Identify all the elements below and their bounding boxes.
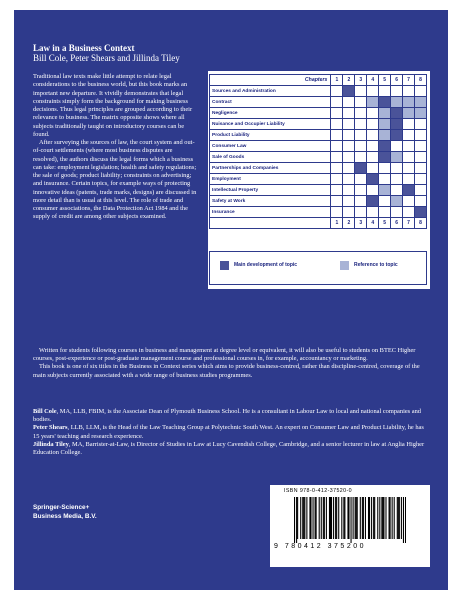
barcode-bar <box>390 497 391 539</box>
bio-tiley <box>33 441 428 457</box>
matrix-topic: Nuisance and Occupier Liability <box>210 119 331 130</box>
barcode-bar <box>330 497 331 539</box>
matrix-cell <box>367 207 379 218</box>
book-authors: Bill Cole, Peter Shears and Jillinda Tiley <box>33 53 180 63</box>
chapter-number: 4 <box>367 218 379 229</box>
matrix-cell <box>403 207 415 218</box>
description-paragraph: Traditional law texts make little attempt to relate legal considerations to the business world, but this book marks an important new departure. It vividly demonstrates that legal constraints simply form the background for making business decisions. Thus legal principles are grouped according to their relevance to business. The matrix opposite shows where all subjects traditionally taught on introductory courses can be found. <box>33 73 193 138</box>
matrix-cell <box>403 130 415 141</box>
barcode-bar <box>379 497 380 539</box>
barcode-bar <box>306 497 307 539</box>
matrix-cell-main <box>367 174 379 185</box>
matrix-cell <box>391 207 403 218</box>
barcode-bar <box>362 497 363 539</box>
bio-name: Peter Shears <box>33 424 68 432</box>
legend-ref-swatch <box>340 261 349 270</box>
barcode-bar <box>319 497 320 539</box>
matrix-row <box>210 196 427 207</box>
matrix-cell <box>355 141 367 152</box>
barcode-bar <box>294 497 295 543</box>
chapter-number: 7 <box>403 75 415 86</box>
matrix-cell-main <box>367 196 379 207</box>
matrix-cell <box>367 108 379 119</box>
barcode-bar <box>357 497 358 539</box>
matrix-cell-main <box>391 108 403 119</box>
audience-paragraph: Written for students following courses in business and management at degree level or equivalent, it will also be useful to students on BTEC Higher courses, post-experience or post-graduate management course and professional courses in, for example, accountancy or marketing. <box>33 347 416 363</box>
barcode-bar <box>344 497 345 539</box>
barcode-bar <box>360 497 361 539</box>
barcode-bar <box>297 497 298 539</box>
barcode-bar <box>365 497 366 539</box>
matrix-cell <box>414 185 426 196</box>
matrix-cell <box>331 119 343 130</box>
barcode-panel <box>270 485 430 567</box>
barcode-bar <box>315 497 316 539</box>
barcode-bar <box>309 497 310 539</box>
matrix-cell <box>403 141 415 152</box>
chapter-number: 1 <box>331 218 343 229</box>
matrix-cell <box>331 174 343 185</box>
matrix-topic: Insurance <box>210 207 331 218</box>
matrix-cell <box>403 152 415 163</box>
topic-matrix <box>208 71 430 289</box>
matrix-cell <box>343 108 355 119</box>
barcode-bar <box>368 497 369 539</box>
barcode-bar <box>347 497 348 539</box>
author-bios <box>33 408 428 457</box>
barcode-bar <box>385 497 386 539</box>
matrix-cell-ref <box>379 108 391 119</box>
matrix-cell-ref <box>403 108 415 119</box>
barcode-bar <box>403 497 404 543</box>
matrix-row <box>210 185 427 196</box>
barcode-bar <box>335 497 336 539</box>
barcode-bar <box>329 497 330 539</box>
barcode-bar <box>405 497 406 543</box>
publisher-line: Springer-Science+ <box>33 504 90 511</box>
matrix-cell-ref <box>403 97 415 108</box>
barcode-digits: 9 780412 375200 <box>274 543 366 550</box>
matrix-table <box>209 74 427 229</box>
matrix-cell <box>343 163 355 174</box>
matrix-cell <box>355 86 367 97</box>
chapter-number: 1 <box>331 75 343 86</box>
chapter-number: 3 <box>355 218 367 229</box>
matrix-cell <box>414 86 426 97</box>
bio-name: Jillinda Tiley <box>33 440 69 448</box>
bio-text: , LLB, LLM, is the Head of the Law Teaching Group at Polytechnic South West. An expert on Consumer Law and Product Liability, he has 15 years' teaching and research experience. <box>33 424 424 440</box>
matrix-cell-main <box>379 97 391 108</box>
barcode-bar <box>397 497 398 539</box>
barcode-bar <box>341 497 342 539</box>
matrix-cell <box>331 141 343 152</box>
matrix-cell-main <box>379 141 391 152</box>
matrix-header-label: Chapters <box>210 75 331 86</box>
matrix-cell <box>355 196 367 207</box>
publisher-imprint <box>33 503 97 521</box>
matrix-topic: Safety at Work <box>210 196 331 207</box>
matrix-topic: Sale of Goods <box>210 152 331 163</box>
matrix-cell <box>391 86 403 97</box>
matrix-cell <box>331 207 343 218</box>
matrix-cell-ref <box>391 196 403 207</box>
legend-main-label: Main development of topic <box>234 262 298 268</box>
matrix-cell <box>343 130 355 141</box>
matrix-cell-main <box>343 86 355 97</box>
barcode-bar <box>381 497 382 539</box>
chapter-number: 5 <box>379 75 391 86</box>
chapter-number: 2 <box>343 218 355 229</box>
matrix-cell <box>367 163 379 174</box>
matrix-cell <box>355 108 367 119</box>
matrix-cell <box>367 119 379 130</box>
bio-text: , MA, LLB, FBIM, is the Associate Dean of Plymouth Business School. He is a consultant in Labour Law to local and national companies and bodies. <box>33 408 421 424</box>
matrix-cell <box>343 196 355 207</box>
matrix-cell-ref <box>414 97 426 108</box>
matrix-cell <box>414 152 426 163</box>
matrix-row <box>210 174 427 185</box>
matrix-cell <box>403 174 415 185</box>
matrix-row <box>210 119 427 130</box>
audience-paragraph: This book is one of six titles in the Business in Context series which aims to provide business-centred, rather than discipline-centred, coverage of the main subjects currently associated with a wide range of business studies programmes. <box>33 363 420 379</box>
matrix-cell <box>391 174 403 185</box>
matrix-topic: Employment <box>210 174 331 185</box>
matrix-cell <box>367 130 379 141</box>
matrix-cell <box>355 174 367 185</box>
barcode-bar <box>389 497 390 539</box>
barcode-bar <box>355 497 356 539</box>
barcode-bar <box>313 497 314 539</box>
matrix-cell-main <box>391 119 403 130</box>
barcode-bar <box>398 497 399 539</box>
matrix-topic: Partnerships and Companies <box>210 163 331 174</box>
matrix-cell <box>379 207 391 218</box>
matrix-cell <box>355 119 367 130</box>
matrix-cell <box>343 185 355 196</box>
matrix-cell <box>414 119 426 130</box>
chapter-number: 5 <box>379 218 391 229</box>
barcode-bar <box>321 497 322 539</box>
matrix-cell <box>331 86 343 97</box>
legend-ref-label: Reference to topic <box>354 262 398 268</box>
matrix-cell <box>414 163 426 174</box>
matrix-cell <box>391 141 403 152</box>
matrix-row <box>210 141 427 152</box>
matrix-header-label <box>210 218 331 229</box>
matrix-cell <box>379 86 391 97</box>
matrix-topic: Product Liability <box>210 130 331 141</box>
barcode-bar <box>374 497 375 539</box>
barcode-bar <box>394 497 395 539</box>
matrix-row <box>210 152 427 163</box>
matrix-cell-ref <box>379 119 391 130</box>
book-title: Law in a Business Context <box>33 43 135 53</box>
matrix-cell-ref <box>379 185 391 196</box>
matrix-cell-ref <box>379 130 391 141</box>
matrix-cell <box>343 141 355 152</box>
barcode-bar <box>304 497 305 539</box>
matrix-row <box>210 130 427 141</box>
barcode-bar <box>371 497 372 539</box>
bio-name: Bill Cole <box>33 408 57 415</box>
matrix-cell <box>379 174 391 185</box>
matrix-header-row <box>210 75 427 86</box>
chapter-number: 6 <box>391 218 403 229</box>
matrix-row <box>210 86 427 97</box>
matrix-cell <box>355 185 367 196</box>
barcode-bar <box>302 497 303 539</box>
matrix-cell <box>331 196 343 207</box>
matrix-cell <box>355 207 367 218</box>
matrix-topic: Intellectual Property <box>210 185 331 196</box>
matrix-cell <box>367 141 379 152</box>
matrix-cell <box>355 152 367 163</box>
chapter-number: 2 <box>343 75 355 86</box>
matrix-cell-ref <box>414 108 426 119</box>
matrix-cell-main <box>403 185 415 196</box>
barcode-bar <box>401 497 402 539</box>
matrix-cell <box>367 86 379 97</box>
bio-cole <box>33 408 428 424</box>
barcode-bar <box>377 497 378 539</box>
publisher-line: Business Media, B.V. <box>33 513 97 520</box>
matrix-cell <box>355 130 367 141</box>
matrix-cell-main <box>379 152 391 163</box>
matrix-cell <box>331 152 343 163</box>
matrix-cell <box>343 97 355 108</box>
barcode-bar <box>382 497 383 539</box>
matrix-cell <box>343 207 355 218</box>
chapter-number: 4 <box>367 75 379 86</box>
matrix-cell <box>379 163 391 174</box>
matrix-cell <box>367 152 379 163</box>
matrix-cell <box>391 185 403 196</box>
matrix-cell-main <box>355 163 367 174</box>
title-block <box>33 43 180 63</box>
matrix-topic: Contract <box>210 97 331 108</box>
barcode-bar <box>336 497 337 539</box>
chapter-number: 7 <box>403 218 415 229</box>
matrix-topic: Sources and Administration <box>210 86 331 97</box>
barcode-bar <box>353 497 354 539</box>
matrix-row <box>210 97 427 108</box>
barcode-bar <box>369 497 370 539</box>
chapter-number: 6 <box>391 75 403 86</box>
matrix-cell <box>331 108 343 119</box>
barcode-bar <box>363 497 364 539</box>
barcode-bar <box>373 497 374 539</box>
barcode-bar <box>351 497 352 543</box>
barcode-bar <box>296 497 297 543</box>
matrix-topic: Consumer Law <box>210 141 331 152</box>
matrix-legend <box>209 251 427 285</box>
matrix-cell <box>414 141 426 152</box>
matrix-cell <box>403 163 415 174</box>
barcode-bar <box>392 497 393 539</box>
matrix-cell <box>331 97 343 108</box>
barcode-bar <box>356 497 357 539</box>
matrix-cell <box>403 86 415 97</box>
matrix-cell <box>403 196 415 207</box>
matrix-cell-main <box>414 207 426 218</box>
matrix-cell <box>414 196 426 207</box>
bio-shears <box>33 424 428 440</box>
barcode-bar <box>323 497 324 539</box>
barcode-bar <box>316 497 317 539</box>
barcode-bar <box>303 497 304 539</box>
legend-main-swatch <box>220 261 229 270</box>
barcode-bar <box>333 497 334 539</box>
barcode-bar <box>338 497 339 539</box>
matrix-cell <box>391 163 403 174</box>
matrix-header-row <box>210 218 427 229</box>
barcode-bar <box>331 497 332 539</box>
matrix-cell <box>331 130 343 141</box>
matrix-cell <box>331 163 343 174</box>
matrix-row <box>210 207 427 218</box>
matrix-row <box>210 163 427 174</box>
barcode-bar <box>326 497 327 539</box>
matrix-cell-ref <box>367 97 379 108</box>
description-column <box>33 73 199 222</box>
barcode-bar <box>324 497 325 539</box>
matrix-cell <box>403 119 415 130</box>
chapter-number: 8 <box>414 75 426 86</box>
matrix-cell-ref <box>391 97 403 108</box>
matrix-cell <box>355 97 367 108</box>
matrix-cell <box>414 130 426 141</box>
barcode-bar <box>310 497 311 539</box>
description-paragraph: After surveying the sources of law, the court system and out-of-court settlements (where most business disputes are resolved), the authors discuss the legal forms which a business can take: employment legislation; health and safety regulations; the sale of goods; product liability; constraints on advertising; and insurance. Certain topics, for example ways of protecting innovative ideas (patents, trade marks, designs) are discussed in more detail than is usual at this level. The role of trade and consumer associations, the Data Protection Act 1984 and the supply of credit are among other subjects examined. <box>33 139 197 221</box>
barcode-bar <box>300 497 301 539</box>
matrix-cell-main <box>391 130 403 141</box>
chapter-number: 8 <box>414 218 426 229</box>
matrix-topic: Negligence <box>210 108 331 119</box>
audience-text <box>33 347 428 380</box>
barcode-bar <box>348 497 349 539</box>
matrix-cell <box>379 196 391 207</box>
barcode-bar <box>399 497 400 539</box>
matrix-cell-ref <box>391 152 403 163</box>
barcode-bar <box>343 497 344 539</box>
matrix-cell <box>343 152 355 163</box>
matrix-cell <box>331 185 343 196</box>
barcode-bar <box>383 497 384 539</box>
barcode-icon <box>294 497 406 543</box>
chapter-number: 3 <box>355 75 367 86</box>
matrix-cell <box>367 185 379 196</box>
matrix-row <box>210 108 427 119</box>
matrix-cell <box>343 174 355 185</box>
matrix-cell <box>343 119 355 130</box>
matrix-cell <box>414 174 426 185</box>
bio-text: , MA, Barrister-at-Law, is Director of Studies in Law at Lucy Cavendish College, Cambridge, and a senior lecturer in law at Anglia Higher Education College. <box>33 440 425 457</box>
isbn-text: ISBN 978-0-412-37520-0 <box>284 488 352 494</box>
